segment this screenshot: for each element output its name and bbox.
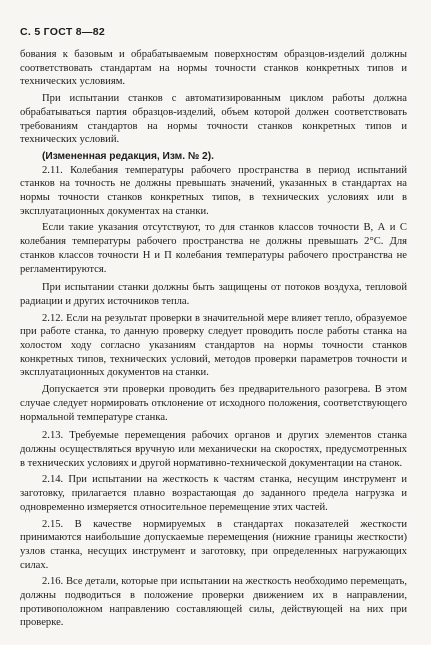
paragraph-2-15: 2.15. В качестве нормируемых в стандартах показателей жесткости принимаются наибольшие допускаемые перемещения (нижние границы жесткости) узлов станка, несущих инструмент и заготовку, при определенных нагружающих силах. <box>20 518 407 571</box>
page-header: С. 5 ГОСТ 8—82 <box>20 26 106 38</box>
revision-note: (Измененная редакция, Изм. № 2). <box>42 150 214 162</box>
paragraph-auto-cycle: При испытании станков с автоматизированным циклом работы должна обрабатываться партия образцов-изделий, объем которой должен соответствовать требованиям стандартов на нормы точности станков конкретных типов и технических условий. <box>20 93 407 146</box>
paragraph-2-12: 2.12. Если на результат проверки в значительной мере влияет тепло, образуемое при работе станка, то данную проверку следует проводить после работы станка на холостом ходу согласно указаниям стандартов на нормы точности станков конкретных типов, технических условий, методов проверки параметров точности и эксплуатационных документов на станки. <box>20 312 407 379</box>
paragraph-2-11-protection: При испытании станки должны быть защищены от потоков воздуха, тепловой радиации и других источников тепла. <box>20 282 407 307</box>
paragraph-2-16: 2.16. Все детали, которые при испытании на жесткость необходимо перемещать, должны подводиться в положение проверки движением их в направлении, противоположном направлению составляющей силы, действующей на них при проверке. <box>20 576 407 629</box>
paragraph-2-11: 2.11. Колебания температуры рабочего пространства в период испытаний станков на точность не должны превышать значений, указанных в стандартах на нормы точности станков конкретных типов, в технических условиях или в эксплуатационных документах на станки. <box>20 164 407 217</box>
paragraph-2-14: 2.14. При испытании на жесткость к частям станка, несущим инструмент и заготовку, прилагается плавно возрастающая до заданного предела нагрузка и одновременно измеряется относительное перемещение этих частей. <box>20 474 407 513</box>
paragraph-2-12-preheat: Допускается эти проверки проводить без предварительного разогрева. В этом случае следует нормировать отклонение от исходного положения, соответствующего нормальной температуре станка. <box>20 384 407 423</box>
document-body <box>20 48 407 630</box>
paragraph-2-11-classes: Если такие указания отсутствуют, то для станков классов точности В, А и С колебания температуры рабочего пространства не должны превышать 2°С. Для станков классов точности Н и П колебания температуры рабочего пространства не регламентируются. <box>20 222 407 275</box>
paragraph-continuation: бования к базовым и обрабатываемым поверхностям образцов-изделий должны соответствовать стандартам на нормы точности станков конкретных типов и технических условиям. <box>20 49 407 88</box>
paragraph-2-13: 2.13. Требуемые перемещения рабочих органов и других элементов станка должны осуществляться вручную или механически на скоростях, предусмотренных в технических условиях и другой нормативно-технической документации на станок. <box>20 430 407 469</box>
